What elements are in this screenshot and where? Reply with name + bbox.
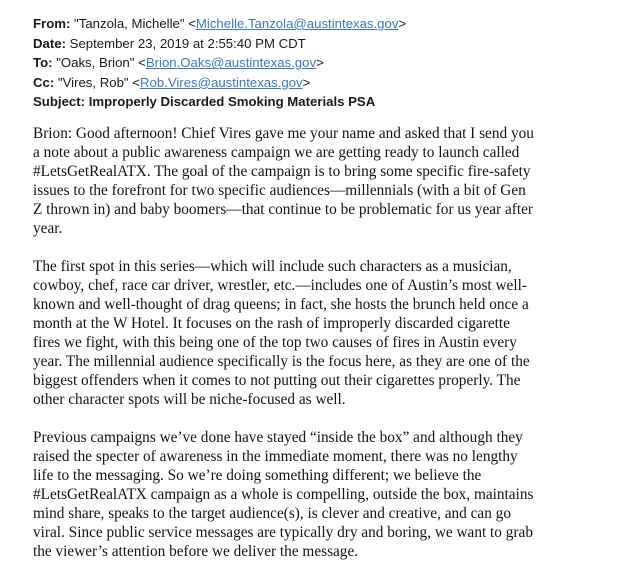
body-line: month at the W Hotel. It focuses on the rash of improperly discarded cigarette xyxy=(33,315,510,332)
subject-value: Improperly Discarded Smoking Materials PSA xyxy=(85,94,376,110)
cc-bracket: > xyxy=(302,74,311,90)
from-bracket: > xyxy=(398,16,407,31)
body-line: Previous campaigns we’ve done have stayed “inside the box” and although they xyxy=(33,429,523,446)
email-body xyxy=(33,124,613,580)
email-header xyxy=(33,14,406,112)
cc-label: Cc: xyxy=(33,74,55,90)
to-name: "Oaks, Brion" < xyxy=(52,55,146,71)
paragraph-greeting xyxy=(33,124,613,238)
subject-label: Subject: xyxy=(33,94,86,110)
body-line: raised the specter of awareness in the immediate moment, there was no lengthy xyxy=(33,448,518,465)
body-line: The first spot in this series—which will include such characters as a musician, xyxy=(33,258,512,275)
body-line: fires we fight, with this being one of the top two causes of fires in Austin every xyxy=(33,334,517,351)
body-line: Brion: Good afternoon! Chief Vires gave me your name and asked that I send you xyxy=(33,125,534,142)
subject-row xyxy=(33,92,406,112)
body-line: Z thrown in) and baby boomers—that continue to be problematic for us year after xyxy=(33,201,533,218)
body-line: known and well-thought of drag queens; in fact, she hosts the brunch held once a xyxy=(33,296,529,313)
body-line: a note about a public awareness campaign we are getting ready to launch called xyxy=(33,144,520,161)
cc-name: "Vires, Rob" < xyxy=(54,74,140,90)
body-line: #LetsGetRealATX. The goal of the campaign is to bring some specific fire-safety xyxy=(33,163,531,180)
to-email-link[interactable]: Brion.Oaks@austintexas.gov xyxy=(145,55,317,71)
to-row xyxy=(33,53,406,73)
body-line: year. xyxy=(33,220,63,237)
body-line: life to the messaging. So we’re doing something different; we believe the xyxy=(33,467,482,484)
to-label: To: xyxy=(33,55,53,71)
body-line: mind share, speaks to the target audience(s), is clever and creative, and can go xyxy=(33,505,511,522)
date-label: Date: xyxy=(33,35,66,51)
cc-row xyxy=(33,73,406,93)
body-line: the viewer’s attention before we deliver the message. xyxy=(33,543,359,560)
from-label: From: xyxy=(33,16,71,31)
body-line: #LetsGetRealATX campaign as a whole is compelling, outside the box, maintains xyxy=(33,486,534,503)
body-line: year. The millennial audience specifically is the focus here, as they are one of the xyxy=(33,353,530,370)
body-line: biggest offenders when it comes to not putting out their cigarettes properly. The xyxy=(33,372,521,389)
body-line: issues to the forefront for two specific audiences—millennials (with a bit of Gen xyxy=(33,182,526,199)
date-value: September 23, 2019 at 2:55:40 PM CDT xyxy=(65,35,306,51)
from-row xyxy=(33,14,406,34)
cc-email-link[interactable]: Rob.Vires@austintexas.gov xyxy=(139,74,303,90)
body-line: other character spots will be niche-focused as well. xyxy=(33,391,346,408)
from-name: "Tanzola, Michelle" < xyxy=(70,16,196,31)
paragraph-first-spot xyxy=(33,257,613,409)
to-bracket: > xyxy=(316,55,324,71)
body-line: viral. Since public service messages are typically dry and boring, we want to grab xyxy=(33,524,533,541)
paragraph-previous-campaigns xyxy=(33,428,613,561)
date-row xyxy=(33,34,406,54)
from-email-link[interactable]: Michelle.Tanzola@austintexas.gov xyxy=(195,16,399,31)
body-line: cowboy, chef, race car driver, wrestler, etc.—includes one of Austin’s most well- xyxy=(33,277,527,294)
